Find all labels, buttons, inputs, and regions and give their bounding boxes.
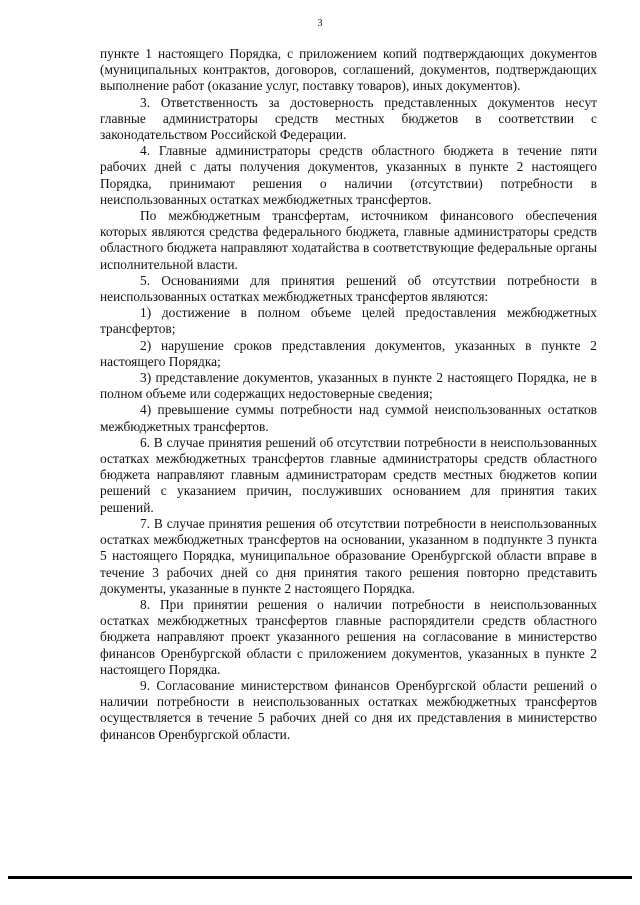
paragraph-item-4: 4. Главные администраторы средств областного бюджета в течение пяти рабочих дней с даты получения документов, указанных в пункте 2 настоящего Порядка, принимают решения о наличии (отсутствии) потребности в неиспользованных остатках межбюджетных трансфертов. [100, 143, 597, 207]
paragraph-item-6: 6. В случае принятия решений об отсутствии потребности в неиспользованных остатках межбюджетных трансфертов главные администраторы средств областного бюджета направляют главным администраторам средств местных бюджетов копии решений с указанием причин, послуживших основанием для принятия таких решений. [100, 434, 597, 515]
paragraph-continuation: пункте 1 настоящего Порядка, с приложением копий подтверждающих документов (муниципальных контрактов, договоров, соглашений, документов, подтверждающих выполнение работ (оказание услуг, поставку товаров), иных документов). [100, 46, 597, 94]
paragraph-item-8: 8. При принятии решения о наличии потребности в неиспользованных остатках межбюджетных трансфертов главные распорядители средств областного бюджета направляют проект указанного решения на согласование в министерство финансов Оренбургской области с приложением документов, указанных в пункте 2 настоящего Порядка. [100, 596, 597, 677]
page-number: 3 [317, 18, 323, 29]
paragraph-item-3: 3. Ответственность за достоверность представленных документов несут главные администраторы средств местных бюджетов в соответствии с законодательством Российской Федерации. [100, 94, 597, 143]
bottom-rule [8, 876, 632, 879]
subitem-5-3: 3) представление документов, указанных в пункте 2 настоящего Порядка, не в полном объеме или содержащих недостоверные сведения; [100, 370, 597, 402]
subitem-5-2: 2) нарушение сроков представления документов, указанных в пункте 2 настоящего Порядка; [100, 337, 597, 369]
subitem-5-4: 4) превышение суммы потребности над суммой неиспользованных остатков межбюджетных трансфертов. [100, 402, 597, 434]
paragraph-item-9: 9. Согласование министерством финансов Оренбургской области решений о наличии потребности в неиспользованных остатках межбюджетных трансфертов осуществляется в течение 5 рабочих дней со дня их представления в министерство финансов Оренбургской области. [100, 677, 597, 742]
document-body [100, 46, 597, 743]
paragraph-item-7: 7. В случае принятия решения об отсутствии потребности в неиспользованных остатках межбюджетных трансфертов на основании, указанном в подпункте 3 пункта 5 настоящего Порядка, муниципальное образование Оренбургской области вправе в течение 3 рабочих дней со дня принятия такого решения повторно представить документы, указанные в пункте 2 настоящего Порядка. [100, 515, 597, 596]
paragraph-federal-transfers: По межбюджетным трансфертам, источником финансового обеспечения которых являются средства федерального бюджета, главные администраторы средств областного бюджета направляют ходатайства в соответствующие федеральные органы исполнительной власти. [100, 208, 597, 272]
paragraph-item-5: 5. Основаниями для принятия решений об отсутствии потребности в неиспользованных остатках межбюджетных трансфертов являются: [100, 272, 597, 305]
subitem-5-1: 1) достижение в полном объеме целей предоставления межбюджетных трансфертов; [100, 305, 597, 337]
